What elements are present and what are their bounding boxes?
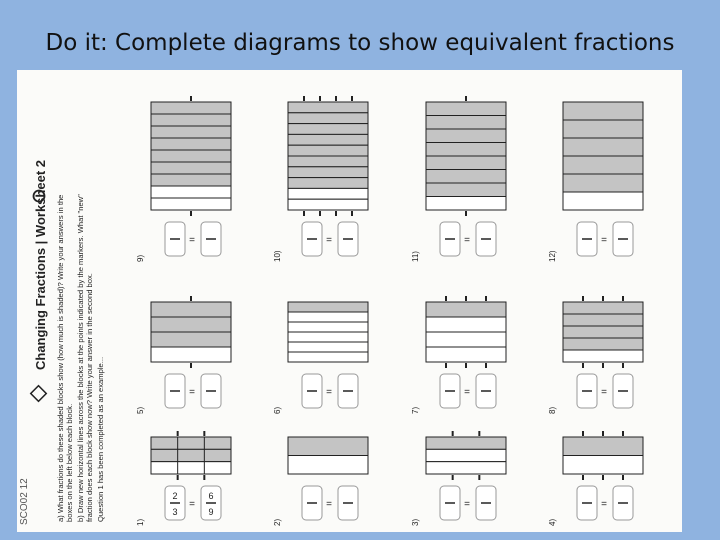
question-10 (273, 96, 368, 262)
block-row (563, 302, 643, 314)
block-row (151, 150, 231, 162)
question-label: 11) (411, 251, 420, 262)
block-row (288, 145, 368, 156)
block-row (426, 129, 506, 143)
block-row (563, 138, 643, 156)
block-row (288, 332, 368, 342)
block-row (151, 347, 231, 362)
block-row (426, 156, 506, 170)
worksheet-drawing (17, 70, 682, 532)
question-3 (411, 431, 506, 526)
block-row (288, 134, 368, 145)
block-row (288, 456, 368, 475)
question-9 (136, 96, 231, 262)
question-5 (136, 296, 231, 414)
equals-sign: = (601, 235, 607, 246)
equals-sign: = (326, 387, 332, 398)
question-label: 10) (273, 250, 282, 262)
equals-sign: = (601, 499, 607, 510)
block-row (151, 332, 231, 347)
instruction-c: Question 1 has been completed as an example... (96, 356, 105, 522)
block-row (426, 347, 506, 362)
block-row (563, 350, 643, 362)
question-11 (411, 96, 506, 262)
question-1 (136, 431, 231, 526)
equals-sign: = (189, 499, 195, 510)
question-4 (548, 431, 643, 526)
question-8 (548, 296, 643, 414)
block-row (151, 437, 231, 449)
block-row (563, 437, 643, 456)
instruction-b2: fraction does each block show now? Write your answer in the second box. (85, 273, 94, 522)
block-row (151, 126, 231, 138)
diamond-icon (31, 386, 47, 402)
question-7 (411, 296, 506, 414)
block-row (426, 183, 506, 197)
equals-sign: = (601, 387, 607, 398)
block-row (426, 449, 506, 461)
block-row (151, 462, 231, 474)
block-row (288, 322, 368, 332)
block-row (426, 102, 506, 116)
equals-sign: = (189, 235, 195, 246)
block-row (151, 138, 231, 150)
block-row (288, 342, 368, 352)
equals-sign: = (326, 499, 332, 510)
example-numerator-1: 2 (172, 491, 178, 501)
block-row (151, 449, 231, 461)
equals-sign: = (464, 499, 470, 510)
block-row (563, 156, 643, 174)
example-numerator-2: 6 (208, 491, 214, 501)
question-label: 1) (136, 518, 145, 526)
example-denominator-2: 9 (208, 507, 214, 517)
question-label: 5) (136, 406, 145, 414)
block-row (563, 456, 643, 475)
block-row (151, 162, 231, 174)
question-label: 3) (411, 518, 420, 526)
block-row (151, 317, 231, 332)
block-row (288, 124, 368, 135)
block-row (426, 317, 506, 332)
block-row (151, 198, 231, 210)
block-row (563, 326, 643, 338)
block-row (288, 312, 368, 322)
block-row (288, 113, 368, 124)
equals-sign: = (326, 235, 332, 246)
example-denominator-1: 3 (172, 507, 178, 517)
question-label: 9) (136, 254, 145, 262)
question-label: 7) (411, 406, 420, 414)
block-row (426, 197, 506, 211)
question-label: 6) (273, 406, 282, 414)
block-row (288, 352, 368, 362)
block-row (151, 102, 231, 114)
questions-layer (136, 96, 643, 526)
block-row (563, 174, 643, 192)
block-row (151, 114, 231, 126)
block-row (288, 188, 368, 199)
block-row (288, 102, 368, 113)
worksheet-heading: Changing Fractions | Worksheet 2 (33, 160, 48, 370)
question-12 (548, 102, 643, 262)
block-row (426, 437, 506, 449)
equals-sign: = (464, 387, 470, 398)
block-row (288, 167, 368, 178)
question-label: 8) (548, 406, 557, 414)
question-label: 4) (548, 518, 557, 526)
block-row (426, 116, 506, 130)
block-row (563, 338, 643, 350)
block-row (563, 314, 643, 326)
block-row (426, 170, 506, 184)
instruction-a2: boxes on the left below each block. (65, 403, 74, 522)
equals-sign: = (464, 235, 470, 246)
block-row (426, 302, 506, 317)
block-row (151, 174, 231, 186)
block-row (288, 437, 368, 456)
block-row (426, 143, 506, 157)
question-6 (273, 302, 368, 414)
block-row (288, 156, 368, 167)
question-2 (273, 437, 368, 526)
block-row (151, 186, 231, 198)
question-label: 2) (273, 518, 282, 526)
side-code: SCO02 12 (19, 478, 30, 525)
worksheet-scan (17, 70, 682, 532)
question-label: 12) (548, 250, 557, 262)
instruction-a: a) What fractions do these shaded blocks show (how much is shaded)? Write your answers in the (56, 194, 65, 522)
block-row (563, 192, 643, 210)
block-row (288, 302, 368, 312)
block-row (426, 332, 506, 347)
block-row (151, 302, 231, 317)
block-row (563, 102, 643, 120)
block-row (563, 120, 643, 138)
block-row (288, 178, 368, 189)
block-row (288, 199, 368, 210)
equals-sign: = (189, 387, 195, 398)
block-row (426, 462, 506, 474)
instruction-b: b) Draw new horizontal lines across the blocks at the points indicated by the markers. What "new" (76, 194, 85, 522)
slide-title: Do it: Complete diagrams to show equivalent fractions (45, 30, 675, 56)
worksheet-header (19, 160, 105, 525)
